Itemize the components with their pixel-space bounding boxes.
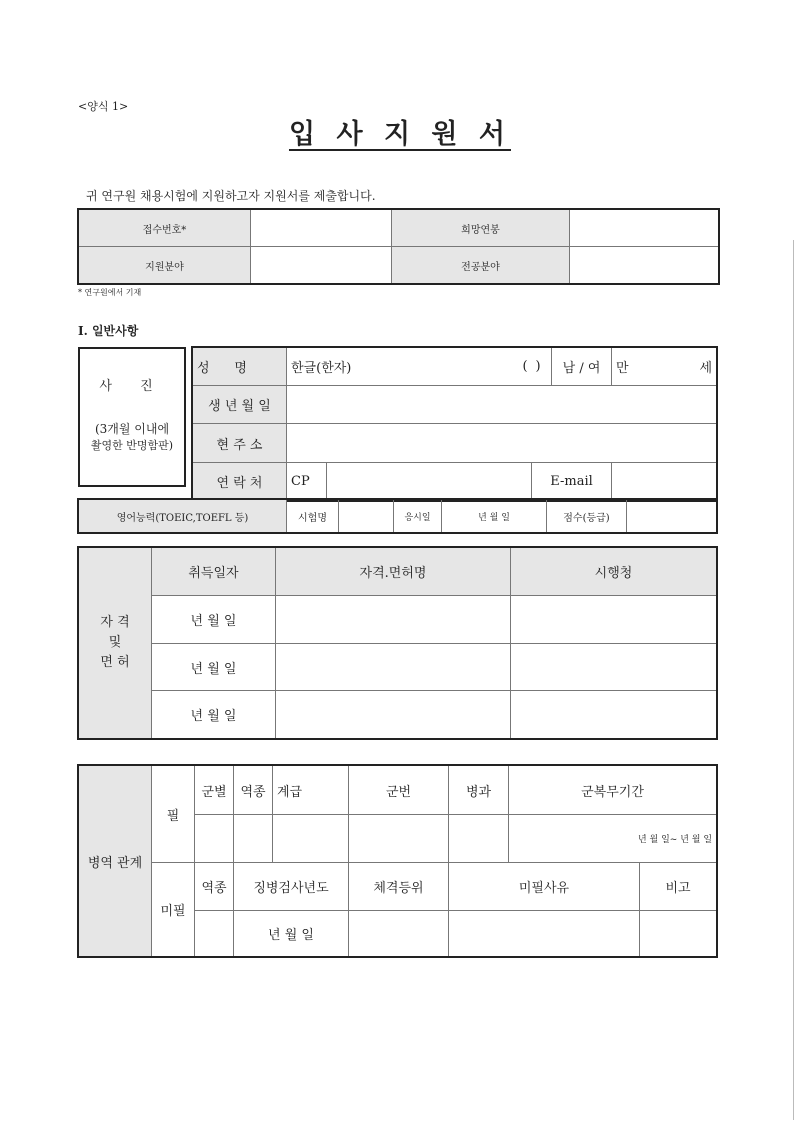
- served-label: 필: [152, 766, 195, 863]
- desired-salary-field[interactable]: [570, 210, 719, 247]
- general-info-table: [192, 347, 717, 501]
- cp-label: CP: [287, 463, 327, 501]
- cert-col-org: 시행청: [511, 548, 717, 596]
- paren-open: (: [457, 348, 532, 386]
- section-heading: Ⅰ. 일반사항: [78, 324, 139, 338]
- remarks-field[interactable]: [640, 911, 717, 957]
- desired-salary-label: 희망연봉: [392, 210, 570, 247]
- page-title-text: 입 사 지 원 서: [288, 119, 511, 150]
- period-label: 군복무기간: [509, 766, 717, 815]
- address-field[interactable]: [287, 424, 717, 463]
- role2-label: 역종: [195, 863, 234, 911]
- rank-label: 계급: [273, 766, 349, 815]
- major-field-label: 전공분야: [392, 247, 570, 284]
- role2-field[interactable]: [195, 911, 234, 957]
- intro-text: 귀 연구원 채용시험에 지원하고자 지원서를 제출합니다.: [86, 189, 376, 203]
- cert-name-field[interactable]: [276, 644, 511, 691]
- receipt-table: [78, 209, 719, 284]
- cert-side-1: 자 격: [100, 615, 130, 630]
- specialty-field[interactable]: [449, 815, 509, 863]
- exam-year-field[interactable]: 년 월 일: [234, 911, 349, 957]
- role-label: 역종: [234, 766, 273, 815]
- birth-field[interactable]: [287, 386, 717, 424]
- exam-date-field[interactable]: 년 월 일: [442, 500, 547, 533]
- exam-date-label: 응시일: [394, 500, 442, 533]
- english-table: [78, 499, 717, 533]
- apply-field-label: 지원분야: [79, 247, 251, 284]
- reason-field[interactable]: [449, 911, 640, 957]
- score-label: 점수(등급): [547, 500, 627, 533]
- cert-org-field[interactable]: [511, 691, 717, 739]
- unserved-label: 미필: [152, 863, 195, 957]
- exam-name-field[interactable]: [339, 500, 394, 533]
- form-number: <양식 1>: [78, 100, 129, 113]
- address-label: 현 주 소: [193, 424, 287, 463]
- photo-label: 사 진: [99, 379, 165, 394]
- grade-label: 체격등위: [349, 863, 449, 911]
- military-side-label: 병역 관계: [79, 766, 152, 957]
- english-label: 영어능력(TOEIC,TOEFL 등): [79, 500, 287, 533]
- email-field[interactable]: [612, 463, 717, 501]
- photo-note-2: 촬영한 반명함판): [90, 439, 174, 452]
- number-label: 군번: [349, 766, 449, 815]
- reason-label: 미필사유: [449, 863, 640, 911]
- photo-box[interactable]: [78, 347, 186, 487]
- page-edge: [793, 240, 800, 1120]
- number-field[interactable]: [349, 815, 449, 863]
- apply-field-field[interactable]: [251, 247, 392, 284]
- cert-name-field[interactable]: [276, 691, 511, 739]
- footnote: * 연구원에서 기재: [78, 288, 142, 297]
- name-label: 성 명: [193, 348, 287, 386]
- branch-field[interactable]: [195, 815, 234, 863]
- cert-name-field[interactable]: [276, 596, 511, 644]
- gender-field[interactable]: 남 / 여: [552, 348, 612, 386]
- cert-org-field[interactable]: [511, 596, 717, 644]
- cp-field[interactable]: [327, 463, 532, 501]
- age-label: 만: [612, 348, 657, 386]
- exam-year-label: 징병검사년도: [234, 863, 349, 911]
- rank-field[interactable]: [273, 815, 349, 863]
- score-field[interactable]: [627, 500, 717, 533]
- military-table: [78, 765, 717, 957]
- exam-name-label: 시험명: [287, 500, 339, 533]
- cert-date-field[interactable]: 년 월 일: [152, 596, 276, 644]
- cert-side-3: 면 허: [100, 655, 130, 670]
- cert-side-2: 및: [108, 635, 122, 650]
- period-field[interactable]: 년 월 일~ 년 월 일: [509, 815, 717, 863]
- specialty-label: 병과: [449, 766, 509, 815]
- cert-date-field[interactable]: 년 월 일: [152, 691, 276, 739]
- remarks-label: 비고: [640, 863, 717, 911]
- cert-col-name: 자격.면허명: [276, 548, 511, 596]
- photo-note-1: (3개월 이내에: [94, 422, 170, 436]
- branch-label: 군별: [195, 766, 234, 815]
- birth-label: 생 년 월 일: [193, 386, 287, 424]
- major-field-field[interactable]: [570, 247, 719, 284]
- age-unit: 세: [657, 348, 717, 386]
- name-hanja-label: 한글(한자): [287, 348, 457, 386]
- page-title: [0, 112, 800, 151]
- contact-label: 연 락 처: [193, 463, 287, 501]
- cert-date-field[interactable]: 년 월 일: [152, 644, 276, 691]
- role-field[interactable]: [234, 815, 273, 863]
- receipt-no-label: 접수번호*: [79, 210, 251, 247]
- cert-side-label: [79, 548, 152, 739]
- certificates-table: [78, 547, 717, 739]
- cert-col-date: 취득일자: [152, 548, 276, 596]
- paren-close: ): [532, 348, 552, 386]
- cert-org-field[interactable]: [511, 644, 717, 691]
- email-label: E-mail: [532, 463, 612, 501]
- receipt-no-field[interactable]: [251, 210, 392, 247]
- grade-field[interactable]: [349, 911, 449, 957]
